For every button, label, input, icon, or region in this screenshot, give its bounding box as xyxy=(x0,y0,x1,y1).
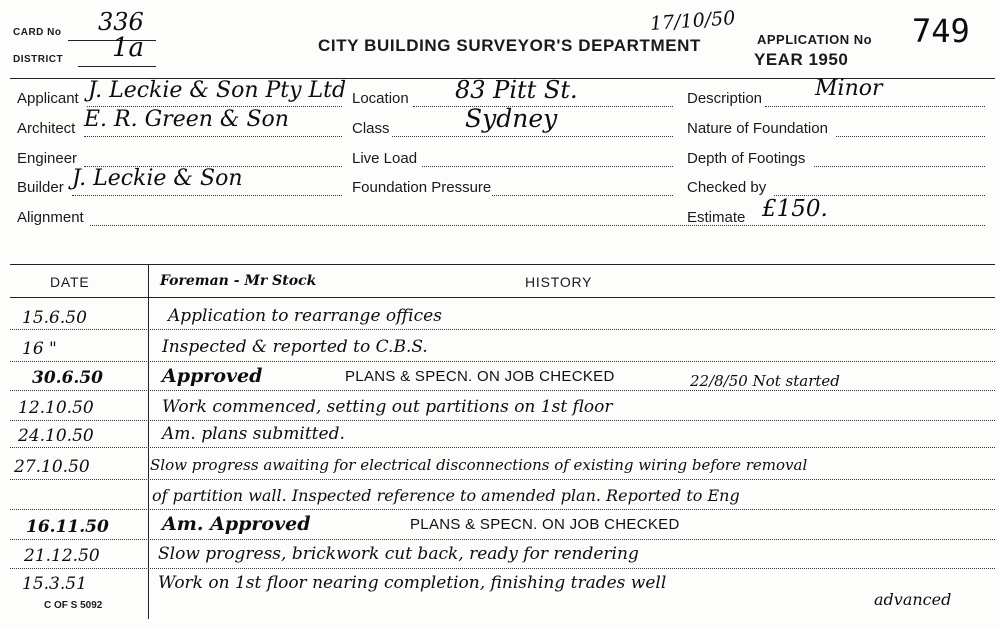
application-no-value: 749 xyxy=(912,12,970,50)
foreman-note: Foreman - Mr Stock xyxy=(160,273,317,289)
architect-label: Architect xyxy=(17,120,76,137)
architect-value: E. R. Green & Son xyxy=(84,107,289,132)
history-header: HISTORY xyxy=(525,274,593,290)
class-value: Sydney xyxy=(465,104,558,133)
description-line xyxy=(765,106,985,107)
alignment-label: Alignment xyxy=(17,209,84,226)
card-no-label: CARD No xyxy=(13,27,62,38)
row-date: 12.10.50 xyxy=(18,398,94,418)
live-load-label: Live Load xyxy=(352,150,418,167)
applicant-label: Applicant xyxy=(17,90,79,107)
department-title: CITY BUILDING SURVEYOR'S DEPARTMENT xyxy=(318,36,702,55)
builder-label: Builder xyxy=(17,179,64,196)
alignment-line xyxy=(90,225,985,226)
class-label: Class xyxy=(352,120,390,137)
row-stamp: PLANS & SPECN. ON JOB CHECKED xyxy=(410,516,680,533)
date-column-divider xyxy=(148,264,149,619)
estimate-value: £150. xyxy=(762,196,828,222)
foundation-pressure-label: Foundation Pressure xyxy=(352,179,492,196)
description-value: Minor xyxy=(815,76,883,101)
row-text: Am. Approved xyxy=(162,513,311,535)
row-line xyxy=(10,568,995,569)
row-stamp: PLANS & SPECN. ON JOB CHECKED xyxy=(345,368,615,385)
row-text: Inspected & reported to C.B.S. xyxy=(162,337,428,357)
row-date: 27.10.50 xyxy=(14,457,90,477)
footer-code: C OF S 5092 xyxy=(44,600,103,611)
year-label: YEAR 1950 xyxy=(754,50,849,69)
depth-label: Depth of Footings xyxy=(687,150,806,167)
class-line xyxy=(392,136,673,137)
continuation-text: advanced xyxy=(874,590,952,609)
row-date: 15.6.50 xyxy=(22,308,87,328)
row-text: of partition wall. Inspected reference to amended plan. Reported to Eng xyxy=(152,486,740,505)
date-header: DATE xyxy=(50,274,90,290)
row-text: Application to rearrange offices xyxy=(168,306,442,326)
district-value: 1a xyxy=(112,33,145,63)
builder-value: J. Leckie & Son xyxy=(72,166,243,191)
row-line xyxy=(10,509,995,510)
row-date: 15.3.51 xyxy=(22,574,87,594)
nature-label: Nature of Foundation xyxy=(687,120,828,137)
row-note: 22/8/50 Not started xyxy=(690,372,840,390)
row-line xyxy=(10,329,995,330)
live-load-line xyxy=(422,166,673,167)
checked-label: Checked by xyxy=(687,179,767,196)
row-text: Slow progress awaiting for electrical disconnections of existing wiring before removal xyxy=(150,456,808,474)
estimate-label: Estimate xyxy=(687,209,746,226)
applicant-value: J. Leckie & Son Pty Ltd xyxy=(88,78,347,103)
location-label: Location xyxy=(352,90,409,107)
architect-line xyxy=(84,136,342,137)
row-text: Am. plans submitted. xyxy=(162,424,345,444)
stamp-date: 17/10/50 xyxy=(649,7,737,35)
foundation-pressure-line xyxy=(492,195,673,196)
nature-line xyxy=(836,136,985,137)
location-value: 83 Pitt St. xyxy=(455,76,578,104)
row-text: Slow progress, brickwork cut back, ready for rendering xyxy=(158,544,639,564)
builder-line xyxy=(72,195,342,196)
row-text: Approved xyxy=(162,365,263,387)
engineer-label: Engineer xyxy=(17,150,78,167)
row-line xyxy=(10,420,995,421)
district-label: DISTRICT xyxy=(13,54,64,65)
row-line xyxy=(10,390,995,391)
application-no-label: APPLICATION No xyxy=(757,32,873,47)
row-date: 30.6.50 xyxy=(32,368,103,388)
description-label: Description xyxy=(687,90,763,107)
row-line xyxy=(10,361,995,362)
row-text: Work on 1st floor nearing completion, finishing trades well xyxy=(158,573,667,593)
row-line xyxy=(10,447,995,448)
history-top-rule xyxy=(10,264,995,265)
row-text: Work commenced, setting out partitions on 1st floor xyxy=(162,397,613,417)
row-date: 24.10.50 xyxy=(18,426,94,446)
card-no-value: 336 xyxy=(98,8,144,36)
row-date: 16 " xyxy=(22,339,57,359)
row-date: 21.12.50 xyxy=(24,546,100,566)
history-header-rule xyxy=(10,297,995,298)
row-date: 16.11.50 xyxy=(26,517,109,537)
district-underline xyxy=(78,66,156,67)
row-line xyxy=(10,539,995,540)
row-line xyxy=(10,479,995,480)
depth-line xyxy=(814,166,985,167)
